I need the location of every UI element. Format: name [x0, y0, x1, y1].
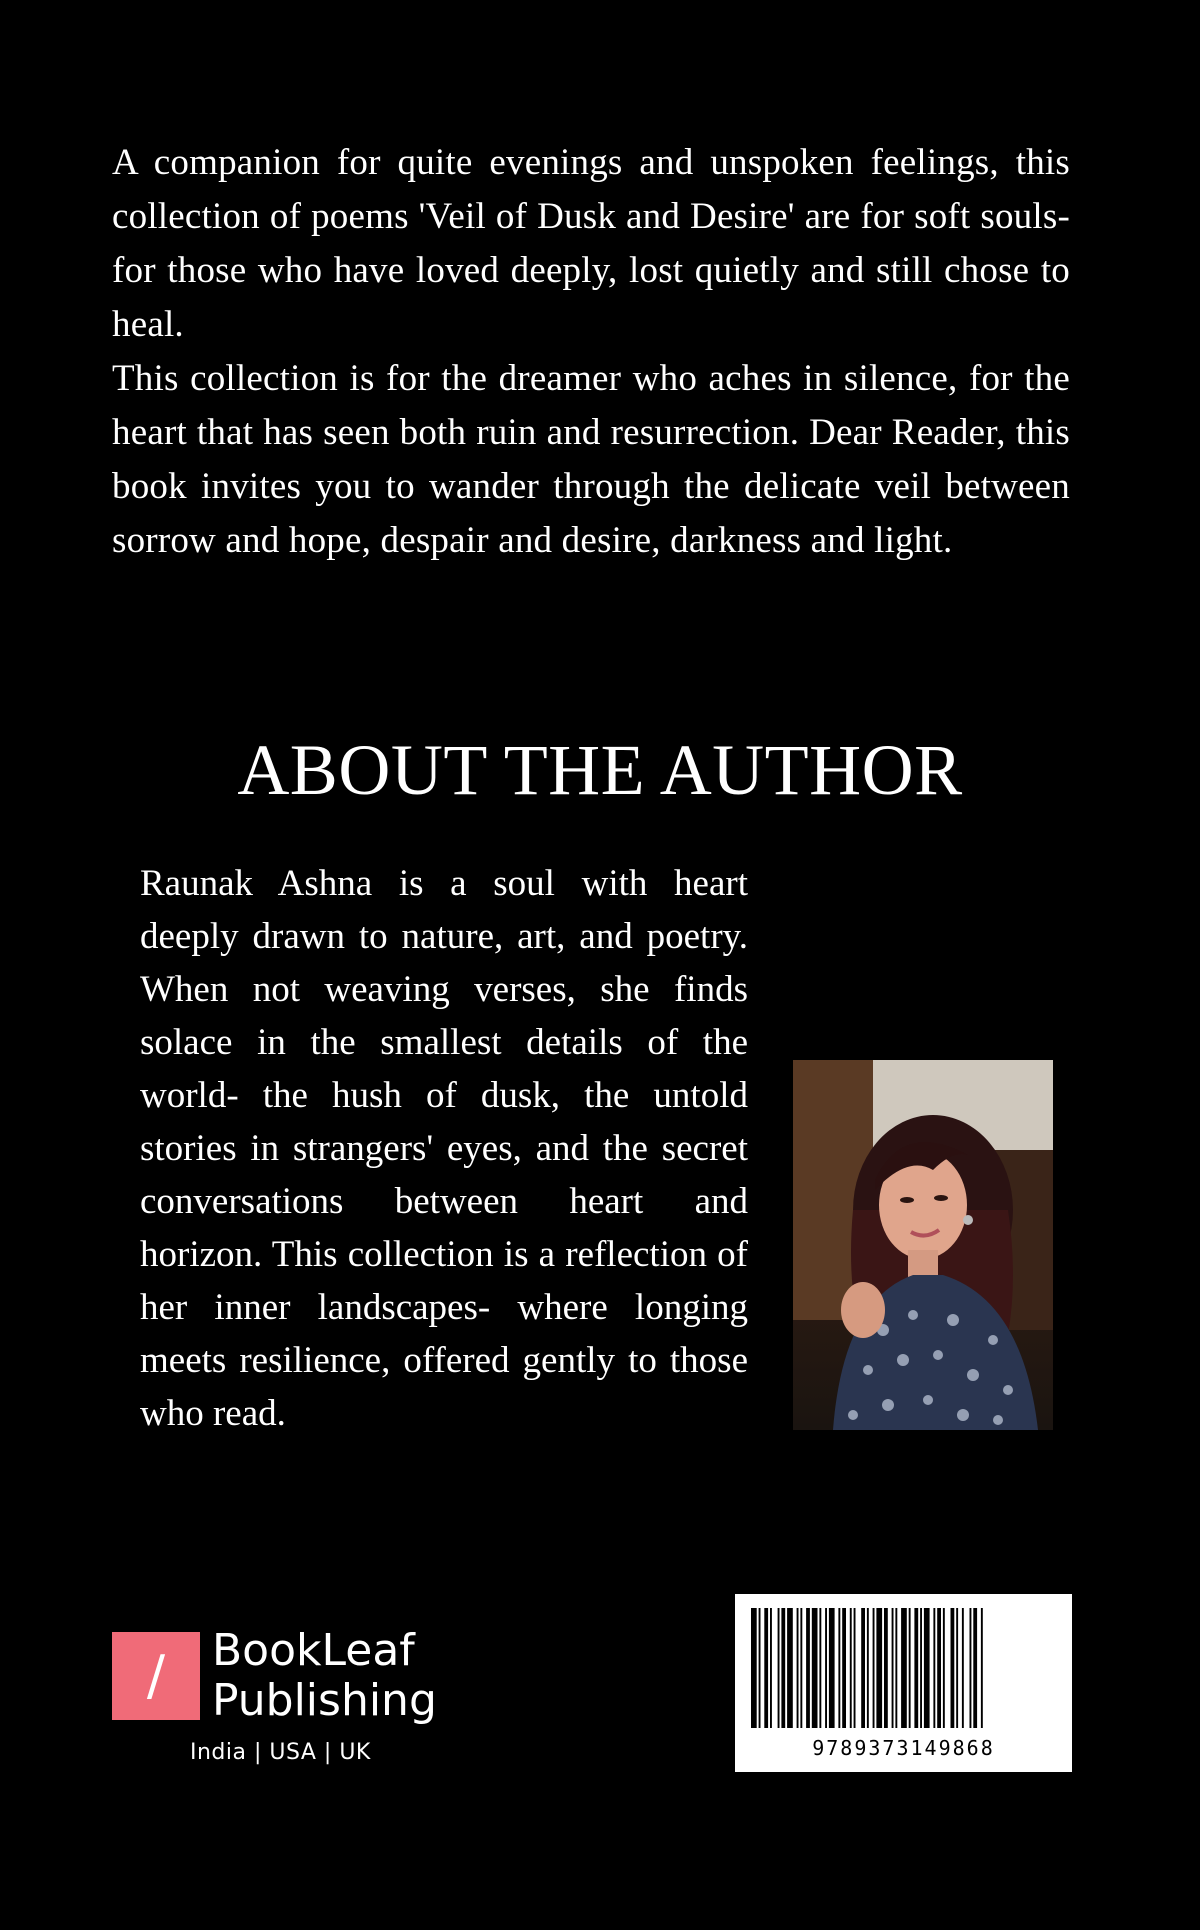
bookleaf-logo-icon [112, 1632, 200, 1720]
barcode-bar [764, 1608, 768, 1728]
barcode-bar [867, 1608, 869, 1728]
author-portrait-photo-icon [793, 1060, 1053, 1430]
isbn-number: 9789373149868 [812, 1736, 995, 1760]
barcode-bar [819, 1608, 821, 1728]
barcode-bar [962, 1608, 964, 1728]
back-cover-blurb [112, 136, 1070, 568]
barcode-bar [850, 1608, 852, 1728]
blurb-paragraph-1: A companion for quite evenings and unspoken feelings, this collection of poems 'Veil of Dusk and Desire' are for soft souls- for those who have loved deeply, lost quietly and still chose to heal. [112, 142, 1070, 345]
barcode-bar [861, 1608, 865, 1728]
barcode-bar [895, 1608, 897, 1728]
barcode-icon [751, 1608, 1056, 1728]
barcode-bar [876, 1608, 882, 1728]
barcode-bar [933, 1608, 935, 1728]
barcode-bar [812, 1608, 818, 1728]
barcode-bar [892, 1608, 894, 1728]
author-photo [793, 1060, 1053, 1430]
publisher-name-line-2: Publishing [212, 1675, 437, 1726]
barcode-bar [797, 1608, 799, 1728]
barcode-bar [759, 1608, 761, 1728]
barcode-bar [920, 1608, 922, 1728]
barcode-bar [914, 1608, 918, 1728]
barcode-bar [770, 1608, 772, 1728]
barcode-bar [973, 1608, 977, 1728]
barcode-bar [751, 1608, 757, 1728]
barcode-bar [981, 1608, 983, 1728]
barcode-bar [951, 1608, 955, 1728]
isbn-barcode [735, 1594, 1072, 1772]
barcode-bar [787, 1608, 793, 1728]
author-bio: Raunak Ashna is a soul with heart deeply drawn to nature, art, and poetry. When not weaving verses, she finds solace in the smallest details of the world- the hush of dusk, the untold stories in strangers' eyes, and the secret conversations between heart and horizon. This collection is a reflection of her inner landscapes- where longing meets resilience, offered gently to those who read. [140, 863, 748, 1434]
publisher-regions: India | USA | UK [190, 1740, 371, 1765]
publisher-name [212, 1626, 437, 1726]
barcode-bar [909, 1608, 911, 1728]
barcode-bar [806, 1608, 810, 1728]
barcode-bar [778, 1608, 780, 1728]
barcode-bar [956, 1608, 958, 1728]
barcode-bar [829, 1608, 835, 1728]
publisher-logo [112, 1625, 442, 1730]
about-author-heading: ABOUT THE AUTHOR [237, 730, 963, 810]
barcode-bar [838, 1608, 840, 1728]
barcode-bar [873, 1608, 875, 1728]
barcode-bar [842, 1608, 846, 1728]
barcode-bar [825, 1608, 827, 1728]
barcode-bar [854, 1608, 856, 1728]
barcode-bar [970, 1608, 972, 1728]
barcode-bar [781, 1608, 785, 1728]
publisher-name-line-1: BookLeaf [212, 1625, 415, 1676]
barcode-bar [924, 1608, 930, 1728]
barcode-bar [884, 1608, 888, 1728]
barcode-bar [937, 1608, 941, 1728]
logo-mark-glyph: / [146, 1644, 166, 1707]
barcode-bar [943, 1608, 945, 1728]
barcode-bar [901, 1608, 907, 1728]
blurb-paragraph-2: This collection is for the dreamer who aches in silence, for the heart that has seen both ruin and resurrection. Dear Reader, this book invites you to wander through the delicate veil between sorrow and hope, despair and desire, darkness and light. [112, 358, 1070, 561]
barcode-bar [800, 1608, 802, 1728]
